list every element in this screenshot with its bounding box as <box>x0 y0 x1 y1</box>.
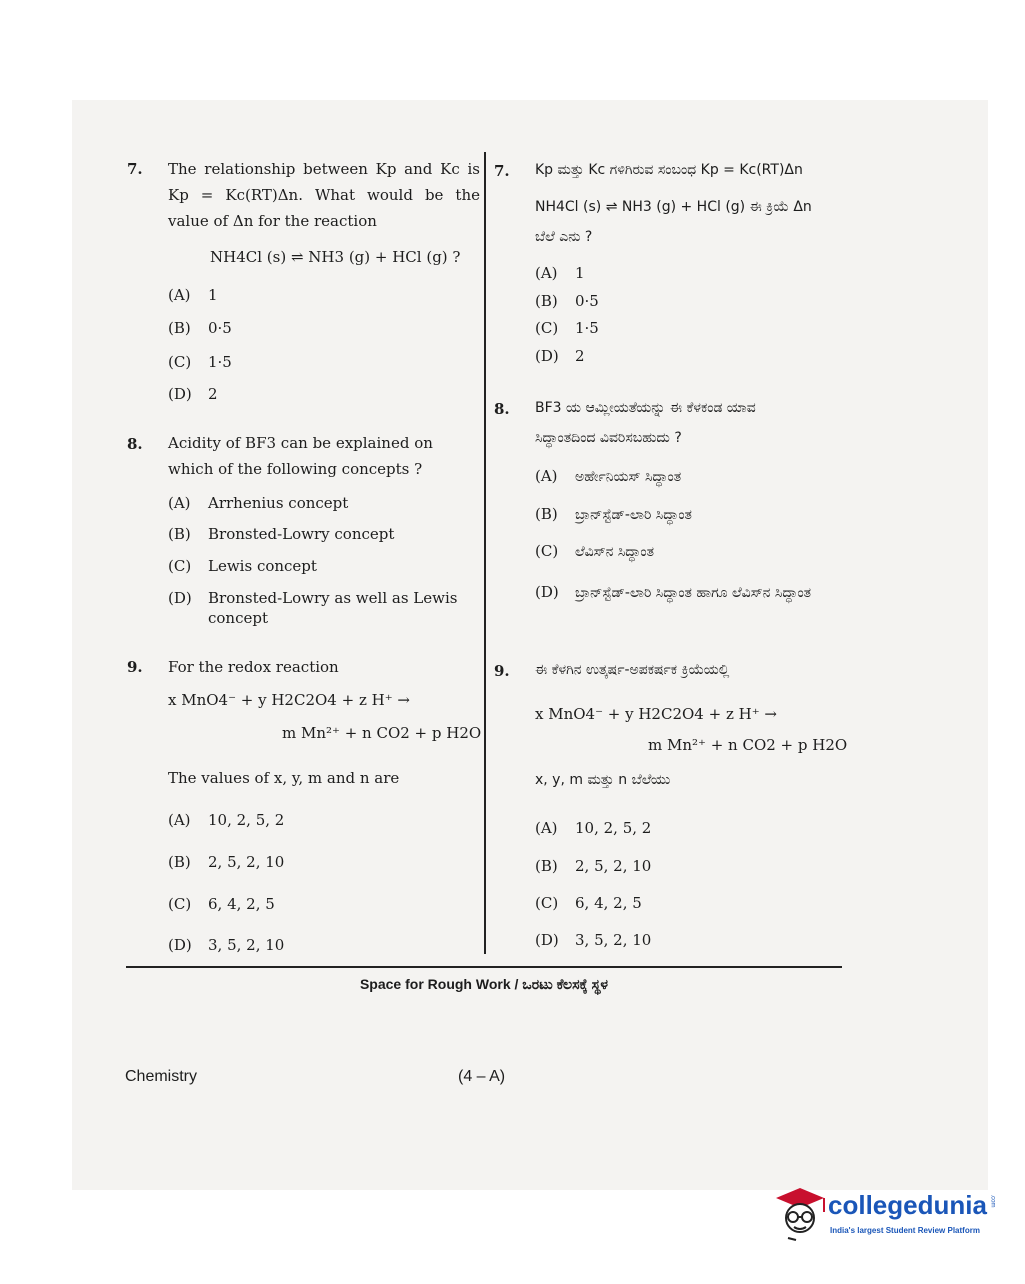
brand-suffix: .com <box>989 1194 996 1208</box>
mascot-icon <box>770 1180 828 1244</box>
option-b: (B) 2, 5, 2, 10 <box>535 857 652 875</box>
option-a: (A) 10, 2, 5, 2 <box>168 811 285 829</box>
option-c: (C) 6, 4, 2, 5 <box>168 895 275 913</box>
option-a: (A) ಅರ್ಹೇನಿಯಸ್ ಸಿದ್ಧಾಂತ <box>535 467 682 485</box>
question-prompt: x, y, m ಮತ್ತು n ಬೆಲೆಯು <box>535 772 671 788</box>
option-d: (D) 2 <box>168 385 218 403</box>
question-text: Acidity of BF3 can be explained on which of the following concepts ? <box>168 434 433 478</box>
equation-left: x MnO4⁻ + y H2C2O4 + z H⁺ → <box>535 705 777 723</box>
option-b: (B) Bronsted-Lowry concept <box>168 525 395 543</box>
option-c: (C) 1·5 <box>535 319 599 337</box>
reaction-equation: NH4Cl (s) ⇌ NH3 (g) + HCl (g) ? <box>210 248 461 266</box>
option-b: (B) 0·5 <box>168 319 232 337</box>
option-b: (B) 0·5 <box>535 292 599 310</box>
footer-rule <box>126 966 842 968</box>
equation-right: m Mn²⁺ + n CO2 + p H2O <box>648 736 848 754</box>
subject-label: Chemistry <box>125 1068 198 1085</box>
option-a: (A) 10, 2, 5, 2 <box>535 819 652 837</box>
option-c: (C) 1·5 <box>168 353 232 371</box>
option-d: (D) 3, 5, 2, 10 <box>535 931 652 949</box>
equation-left: x MnO4⁻ + y H2C2O4 + z H⁺ → <box>168 691 410 709</box>
option-b: (B) 2, 5, 2, 10 <box>168 853 285 871</box>
option-b: (B) ಬ್ರಾನ್‌ಸ್ಟೆಡ್-ಲಾರಿ ಸಿದ್ಧಾಂತ <box>535 505 692 523</box>
question-text-line-1: Kp ಮತ್ತು Kc ಗಳಿಗಿರುವ ಸಂಬಂಧ Kp = Kc(RT)Δn <box>535 162 803 178</box>
option-a: (A) 1 <box>168 286 218 304</box>
option-a: (A) 1 <box>535 264 585 282</box>
question-prompt: The values of x, y, m and n are <box>168 769 400 787</box>
question-text-line-2: NH4Cl (s) ⇌ NH3 (g) + HCl (g) ಈ ಕ್ರಿಯೆ Δn <box>535 199 812 215</box>
question-text: For the redox reaction <box>168 658 339 676</box>
option-c: (C) Lewis concept <box>168 557 317 575</box>
page-number: (4 – A) <box>458 1068 506 1085</box>
question-text-line-2: ಸಿದ್ಧಾಂತದಿಂದ ವಿವರಿಸಬಹುದು ? <box>535 430 682 446</box>
option-c: (C) ಲೆವಿಸ್‌ನ ಸಿದ್ಧಾಂತ <box>535 542 655 560</box>
brand-name: collegedunia <box>828 1190 987 1220</box>
option-d: (D) 3, 5, 2, 10 <box>168 936 285 954</box>
question-number: 9. <box>127 658 143 676</box>
question-text-line-1: BF3 ಯ ಆಮ್ಲೀಯತೆಯನ್ನು ಈ ಕೆಳಕಂಡ ಯಾವ <box>535 400 756 416</box>
option-d: (D) 2 <box>535 347 585 365</box>
brand-tagline: India's largest Student Review Platform <box>830 1226 980 1235</box>
collegedunia-logo <box>770 1180 1000 1250</box>
question-number: 7. <box>127 160 143 178</box>
option-c: (C) 6, 4, 2, 5 <box>535 894 642 912</box>
rough-work-label: Space for Rough Work / ಒರಟು ಕೆಲಸಕ್ಕೆ ಸ್ಥಳ <box>359 976 609 992</box>
question-text: The relationship between Kp and Kc is Kp = Kc(RT)Δn. What would be the value of Δn for the reaction <box>168 160 480 230</box>
question-text-line-3: ಬೆಲೆ ಎನು ? <box>535 229 593 245</box>
question-text: ಈ ಕೆಳಗಿನ ಉತ್ಕರ್ಷ-ಅಪಕರ್ಷಕ ಕ್ರಿಯೆಯಲ್ಲಿ <box>535 662 730 678</box>
question-number: 8. <box>127 435 143 453</box>
question-number: 9. <box>494 662 510 680</box>
option-a: (A) Arrhenius concept <box>168 494 349 512</box>
question-number: 8. <box>494 400 510 418</box>
option-d: (D) ಬ್ರಾನ್‌ಸ್ಟೆಡ್-ಲಾರಿ ಸಿದ್ಧಾಂತ ಹಾಗೂ ಲೆವಿಸ್‌ನ ಸಿದ್ಧಾಂತ <box>535 583 812 601</box>
option-d: (D) Bronsted-Lowry as well as Lewis concept <box>168 589 458 627</box>
equation-right: m Mn²⁺ + n CO2 + p H2O <box>282 724 482 742</box>
question-number: 7. <box>494 162 510 180</box>
column-divider <box>484 152 486 954</box>
